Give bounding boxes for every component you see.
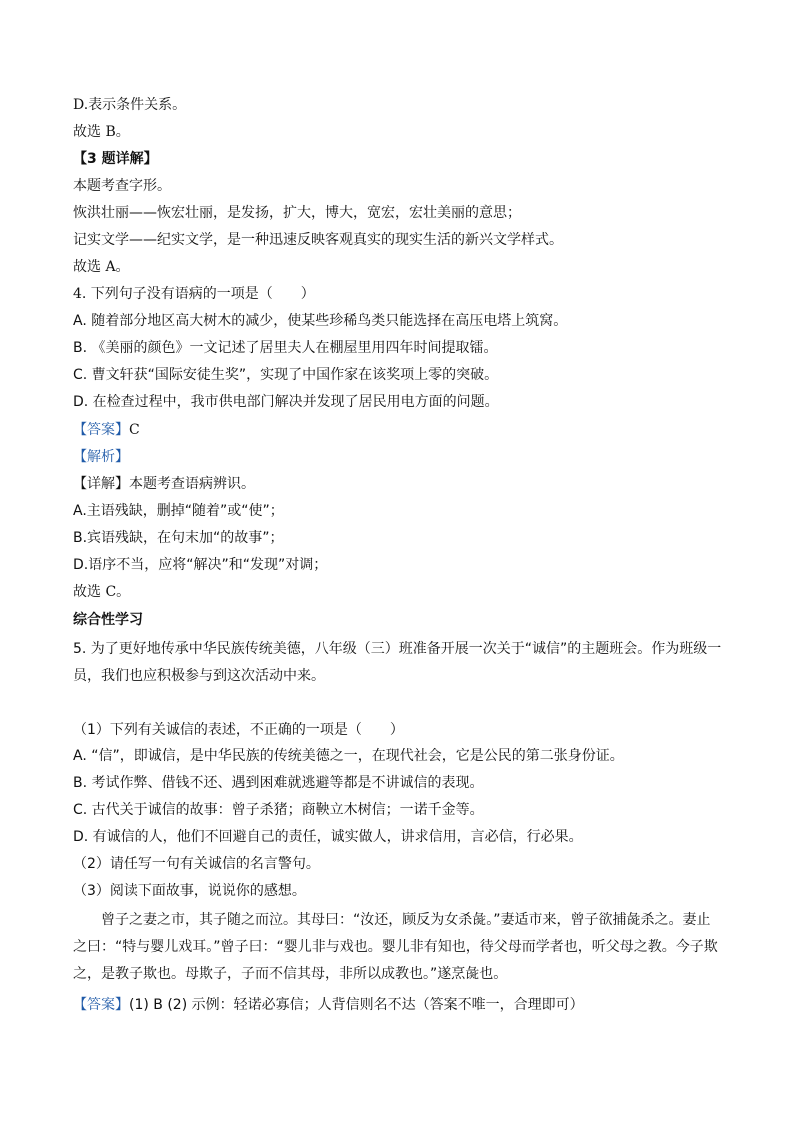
option-d: D. 有诚信的人，他们不回避自己的责任，诚实做人，讲求信用，言必信，行必果。 [73, 829, 583, 845]
text-line: 故选 C。 [73, 584, 131, 600]
story-passage: 曾子之妻之市，其子随之而泣。其母曰：“汝还，顾反为女杀彘。”妻适市来，曾子欲捕彘杀之。妻止之曰：“特与婴儿戏耳。”曾子曰：“婴儿非与戏也。婴儿非有知也，待父母而学者也，听父母之教。今子欺之，是教子欺也。母欺子，子而不信其母，非所以成教也。”遂烹彘也。 [73, 912, 718, 982]
section-heading: 综合性学习 [73, 612, 143, 628]
section-heading: 【3 题详解】 [73, 151, 158, 167]
answer-label: 【答案】 [73, 422, 129, 438]
sub-question: （3）阅读下面故事，说说你的感想。 [73, 883, 306, 899]
text-line: 故选 A。 [73, 259, 130, 275]
answer-line [73, 995, 724, 1015]
text-line: D.语序不当，应将“解决”和“发现”对调； [73, 557, 328, 573]
option-b: B. 考试作弊、借钱不还、遇到困难就逃避等都是不讲诚信的表现。 [73, 775, 484, 791]
text-line: D.表示条件关系。 [73, 97, 187, 113]
text-line: B.宾语残缺，在句末加“的故事”； [73, 530, 284, 546]
sub-question: （2）请任写一句有关诚信的名言警句。 [73, 856, 320, 872]
option-a: A. “信”，即诚信，是中华民族的传统美德之一，在现代社会，它是公民的第二张身份证。 [73, 748, 624, 764]
text-line: 记实文学——纪实文学，是一种迅速反映客观真实的现实生活的新兴文学样式。 [73, 232, 563, 248]
option-d: D. 在检查过程中，我市供电部门解决并发现了居民用电方面的问题。 [73, 394, 499, 410]
answer-label: 【答案】 [73, 997, 129, 1013]
answer-value: C [129, 422, 140, 438]
analysis-label: 【解析】 [73, 449, 129, 465]
sub-question: （1）下列有关诚信的表述，不正确的一项是（ ） [73, 722, 404, 738]
option-c: C. 古代关于诚信的故事：曾子杀猪；商鞅立木树信；一诺千金等。 [73, 802, 484, 818]
option-b: B. 《美丽的颜色》一文记述了居里夫人在棚屋里用四年时间提取镭。 [73, 340, 498, 356]
question-stem: 5. 为了更好地传承中华民族传统美德，八年级（三）班准备开展一次关于“诚信”的主题班会。作为班级一员，我们也应积极参与到这次活动中来。 [73, 641, 722, 684]
question-stem: 4. 下列句子没有语病的一项是（ ） [73, 286, 315, 302]
answer-value: (1) B (2) 示例：轻诺必寡信；人背信则名不达（答案不唯一，合理即可） [129, 997, 584, 1013]
text-line: 本题考查字形。 [73, 178, 171, 194]
answer-line [73, 420, 724, 440]
option-a: A. 随着部分地区高大树木的减少，使某些珍稀鸟类只能选择在高压电塔上筑窝。 [73, 313, 568, 329]
text-line: 故选 B。 [73, 124, 130, 140]
text-line: 恢洪壮丽——恢宏壮丽，是发扬，扩大，博大，宽宏，宏壮美丽的意思； [73, 205, 521, 221]
option-c: C. 曹文轩获“国际安徒生奖”，实现了中国作家在该奖项上零的突破。 [73, 367, 499, 383]
text-line: 【详解】本题考查语病辨识。 [73, 476, 255, 492]
text-line: A.主语残缺，删掉“随着”或“使”； [73, 503, 284, 519]
